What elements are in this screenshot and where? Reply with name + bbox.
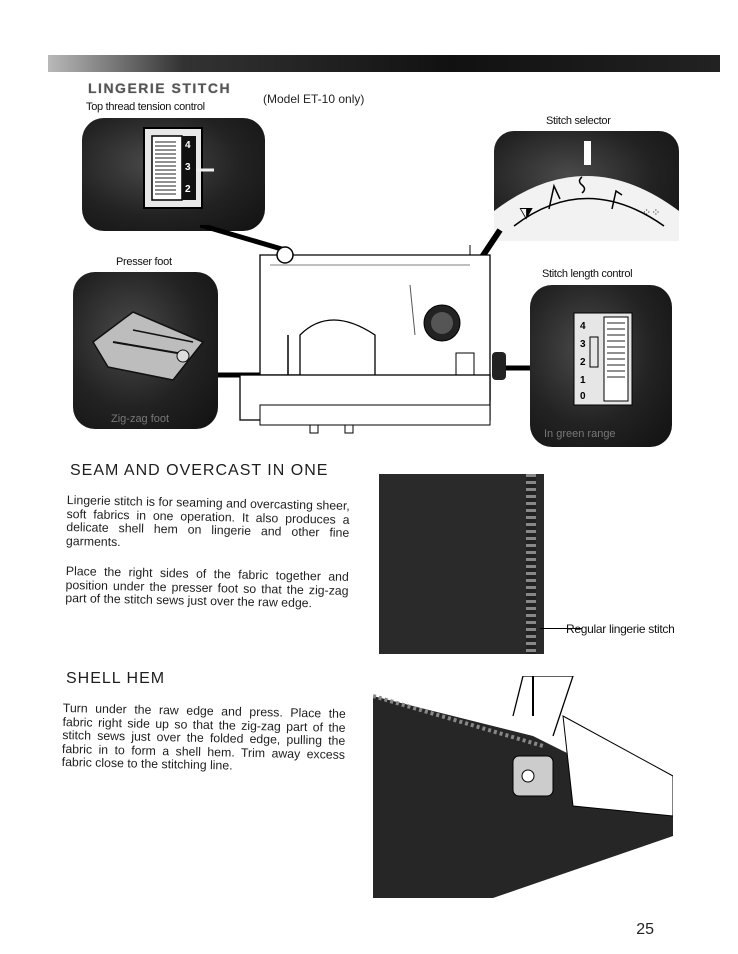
shell-hem-illustration xyxy=(373,676,673,898)
model-note: (Model ET-10 only) xyxy=(263,92,365,106)
tension-leader xyxy=(200,225,285,250)
shell-hem-photo xyxy=(373,676,673,898)
page-number: 25 xyxy=(636,921,654,938)
sample-label: Regular lingerie stitch xyxy=(566,622,675,636)
length-num: 4 xyxy=(580,321,586,332)
length-num: 2 xyxy=(580,357,586,368)
seam-paragraph-2: Place the right sides of the fabric together and position under the presser foot so that the zig-zag part of the stitch sews just over the raw edge. xyxy=(65,564,349,611)
tension-dial-illustration xyxy=(82,118,265,231)
stitch-edge xyxy=(526,474,536,654)
tension-num: 2 xyxy=(185,184,191,195)
header-bar xyxy=(48,55,720,72)
shell-heading: SHELL HEM xyxy=(66,670,166,687)
tension-label: Top thread tension control xyxy=(86,101,205,113)
presser-foot-photo xyxy=(73,272,218,429)
length-num: 0 xyxy=(580,391,586,402)
sewing-machine-illustration xyxy=(200,225,540,440)
seam-heading: SEAM AND OVERCAST IN ONE xyxy=(70,462,329,479)
seam-paragraph-1: Lingerie stitch is for seaming and overcasting sheer, soft fabrics in one operation. It also produces a delicate shell hem on lingerie and other fine garments. xyxy=(65,493,350,549)
presser-foot-illustration xyxy=(73,272,218,429)
stitch-length-label: Stitch length control xyxy=(542,268,633,280)
length-num: 1 xyxy=(580,375,586,386)
tension-num: 4 xyxy=(185,140,191,151)
presser-foot-label: Presser foot xyxy=(116,256,172,268)
tension-num: 3 xyxy=(185,162,191,173)
stitch-selector-label: Stitch selector xyxy=(546,115,611,127)
length-num: 3 xyxy=(580,339,586,350)
shell-paragraph: Turn under the raw edge and press. Place the fabric right side up so that the zig-zag part of the stitch sews just over the folded edge, pulling the fabric in to form a shell hem. Trim away excess fabric close to the stitching line. xyxy=(61,701,346,773)
stitch-length-illustration xyxy=(530,285,672,447)
green-range-label: In green range xyxy=(544,428,616,440)
page-title: LINGERIE STITCH xyxy=(88,80,232,96)
tension-photo xyxy=(82,118,265,231)
lingerie-stitch-sample-photo xyxy=(379,474,544,654)
stitch-length-photo xyxy=(530,285,672,447)
triangle-icon: ⧩ xyxy=(519,204,534,223)
svg-text:⁘⁘: ⁘⁘ xyxy=(642,206,661,219)
zigzag-foot-label: Zig-zag foot xyxy=(111,413,170,425)
